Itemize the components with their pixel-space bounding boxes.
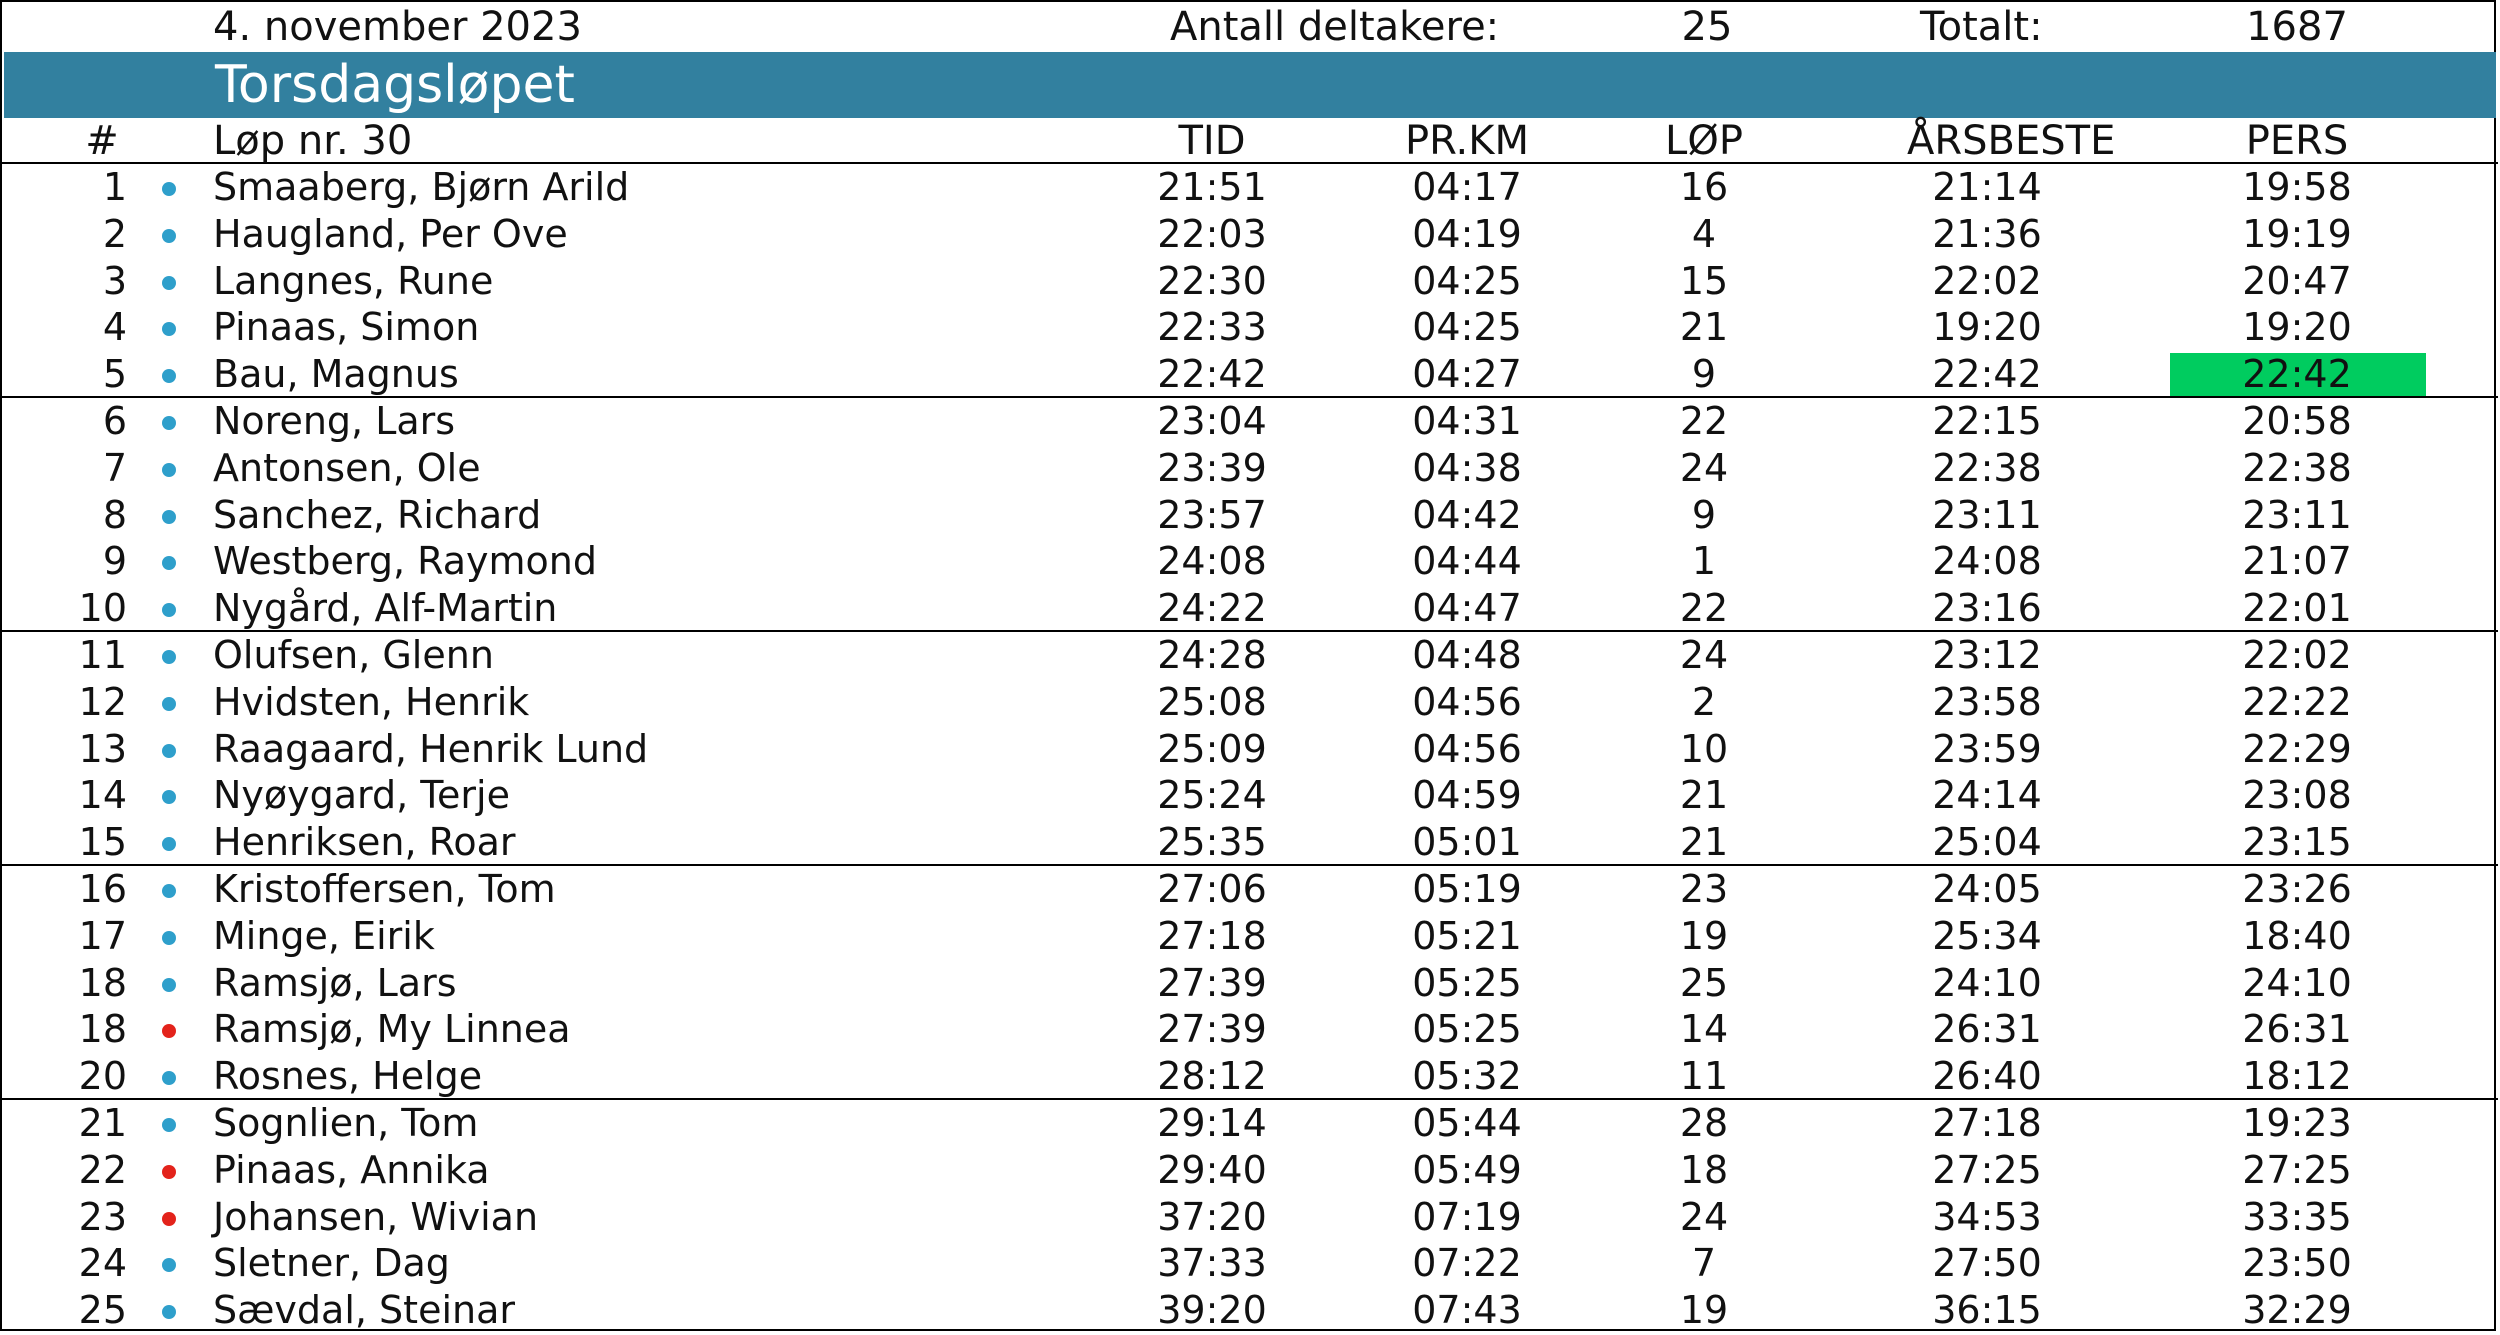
time: 27:06 xyxy=(1157,866,1267,911)
race-count: 22 xyxy=(1679,398,1729,443)
time: 22:42 xyxy=(1157,352,1267,397)
runner-name: Westberg, Raymond xyxy=(213,539,597,584)
table-row xyxy=(2,1053,2498,1100)
results-list xyxy=(2,164,2498,1334)
runner-name: Sletner, Dag xyxy=(213,1241,450,1286)
time: 27:39 xyxy=(1157,960,1267,1005)
runner-name: Ramsjø, Lars xyxy=(213,960,457,1005)
time: 37:20 xyxy=(1157,1194,1267,1239)
season-best: 19:20 xyxy=(1932,305,2042,350)
season-best: 34:53 xyxy=(1932,1194,2042,1239)
pace-per-km: 05:25 xyxy=(1412,1007,1522,1052)
personal-best: 27:25 xyxy=(2242,1147,2352,1192)
pace-per-km: 05:21 xyxy=(1412,913,1522,958)
personal-best: 22:22 xyxy=(2242,679,2352,724)
participants-label: Antall deltakere: xyxy=(1170,4,1500,50)
season-best: 23:11 xyxy=(1932,492,2042,537)
pace-per-km: 04:17 xyxy=(1412,165,1522,209)
runner-name: Noreng, Lars xyxy=(213,398,456,443)
runner-name: Ramsjø, My Linnea xyxy=(213,1007,571,1052)
place-number: 11 xyxy=(78,632,127,677)
header-num: # xyxy=(85,118,119,164)
total-value: 1687 xyxy=(2246,4,2348,50)
runner-name: Sanchez, Richard xyxy=(213,492,542,537)
personal-best: 22:01 xyxy=(2242,586,2352,631)
table-row xyxy=(2,960,2498,1007)
season-best: 36:15 xyxy=(1932,1288,2042,1333)
personal-best: 23:26 xyxy=(2242,866,2352,911)
time: 21:51 xyxy=(1157,165,1267,209)
pace-per-km: 04:44 xyxy=(1412,539,1522,584)
table-row xyxy=(2,164,2498,211)
personal-best: 22:02 xyxy=(2242,632,2352,677)
place-number: 5 xyxy=(102,352,127,397)
personal-best: 22:42 xyxy=(2242,352,2352,397)
personal-best: 20:58 xyxy=(2242,398,2352,443)
place-number: 9 xyxy=(102,539,127,584)
pace-per-km: 07:22 xyxy=(1412,1241,1522,1286)
personal-best: 20:47 xyxy=(2242,258,2352,303)
personal-best: 19:19 xyxy=(2242,211,2352,256)
table-row xyxy=(2,1240,2498,1287)
runner-name: Smaaberg, Bjørn Arild xyxy=(213,165,630,209)
race-count: 19 xyxy=(1679,1288,1729,1333)
race-count: 21 xyxy=(1679,773,1729,818)
place-number: 10 xyxy=(78,586,127,631)
personal-best: 24:10 xyxy=(2242,960,2352,1005)
table-row xyxy=(2,819,2498,866)
table-row xyxy=(2,1194,2498,1241)
place-number: 18 xyxy=(78,960,127,1005)
participants-value: 25 xyxy=(1681,4,1733,50)
race-count: 22 xyxy=(1679,586,1729,631)
place-number: 12 xyxy=(78,679,127,724)
time: 23:57 xyxy=(1157,492,1267,537)
pace-per-km: 04:31 xyxy=(1412,398,1522,443)
race-count: 2 xyxy=(1691,679,1717,724)
place-number: 17 xyxy=(78,913,127,958)
season-best: 22:02 xyxy=(1932,258,2042,303)
place-number: 1 xyxy=(102,165,127,209)
personal-best: 23:15 xyxy=(2242,820,2352,865)
runner-name: Pinaas, Annika xyxy=(213,1147,490,1192)
race-count: 1 xyxy=(1691,539,1717,584)
season-best: 24:14 xyxy=(1932,773,2042,818)
table-row xyxy=(2,351,2498,398)
season-best: 22:38 xyxy=(1932,445,2042,490)
page-title: Torsdagsløpet xyxy=(215,55,575,115)
race-count: 18 xyxy=(1679,1147,1729,1192)
place-number: 24 xyxy=(78,1241,127,1286)
time: 27:39 xyxy=(1157,1007,1267,1052)
personal-best: 23:11 xyxy=(2242,492,2352,537)
table-row xyxy=(2,1147,2498,1194)
personal-best: 23:50 xyxy=(2242,1241,2352,1286)
header-race-number: Løp nr. 30 xyxy=(213,118,413,164)
personal-best: 18:12 xyxy=(2242,1054,2352,1099)
race-count: 21 xyxy=(1679,820,1729,865)
runner-name: Haugland, Per Ove xyxy=(213,211,568,256)
header-tid: TID xyxy=(1178,118,1246,164)
table-row xyxy=(2,585,2498,632)
place-number: 6 xyxy=(102,398,127,443)
pace-per-km: 05:19 xyxy=(1412,866,1522,911)
place-number: 8 xyxy=(102,492,127,537)
personal-best: 18:40 xyxy=(2242,913,2352,958)
pace-per-km: 05:25 xyxy=(1412,960,1522,1005)
race-count: 21 xyxy=(1679,305,1729,350)
season-best: 23:12 xyxy=(1932,632,2042,677)
table-row xyxy=(2,1100,2498,1147)
time: 24:28 xyxy=(1157,632,1267,677)
pace-per-km: 04:47 xyxy=(1412,586,1522,631)
column-header-row xyxy=(2,118,2498,164)
race-count: 9 xyxy=(1691,492,1717,537)
place-number: 4 xyxy=(102,305,127,350)
pace-per-km: 04:56 xyxy=(1412,679,1522,724)
pace-per-km: 05:44 xyxy=(1412,1100,1522,1145)
runner-name: Johansen, Wivian xyxy=(213,1194,539,1239)
runner-name: Minge, Eirik xyxy=(213,913,435,958)
header-prkm: PR.KM xyxy=(1405,118,1529,164)
place-number: 16 xyxy=(78,866,127,911)
race-count: 28 xyxy=(1679,1100,1729,1145)
season-best: 23:16 xyxy=(1932,586,2042,631)
table-row xyxy=(2,632,2498,679)
time: 28:12 xyxy=(1157,1054,1267,1099)
season-best: 27:18 xyxy=(1932,1100,2042,1145)
season-best: 24:10 xyxy=(1932,960,2042,1005)
season-best: 24:08 xyxy=(1932,539,2042,584)
title-bar xyxy=(4,52,2496,118)
time: 37:33 xyxy=(1157,1241,1267,1286)
table-row xyxy=(2,258,2498,305)
runner-name: Langnes, Rune xyxy=(213,258,494,303)
runner-name: Henriksen, Roar xyxy=(213,820,516,865)
season-best: 25:04 xyxy=(1932,820,2042,865)
personal-best: 21:07 xyxy=(2242,539,2352,584)
table-row xyxy=(2,679,2498,726)
season-best: 23:59 xyxy=(1932,726,2042,771)
race-count: 4 xyxy=(1691,211,1717,256)
place-number: 2 xyxy=(102,211,127,256)
pace-per-km: 05:49 xyxy=(1412,1147,1522,1192)
pace-per-km: 07:19 xyxy=(1412,1194,1522,1239)
season-best: 24:05 xyxy=(1932,866,2042,911)
place-number: 7 xyxy=(102,445,127,490)
runner-name: Olufsen, Glenn xyxy=(213,632,494,677)
time: 39:20 xyxy=(1157,1288,1267,1333)
table-row xyxy=(2,726,2498,773)
race-date: 4. november 2023 xyxy=(213,4,582,50)
time: 25:09 xyxy=(1157,726,1267,771)
header-pers: PERS xyxy=(2245,118,2349,164)
runner-name: Sævdal, Steinar xyxy=(213,1288,515,1333)
pace-per-km: 04:25 xyxy=(1412,305,1522,350)
place-number: 23 xyxy=(78,1194,127,1239)
place-number: 15 xyxy=(78,820,127,865)
runner-name: Rosnes, Helge xyxy=(213,1054,483,1099)
pace-per-km: 04:19 xyxy=(1412,211,1522,256)
pace-per-km: 04:38 xyxy=(1412,445,1522,490)
table-row xyxy=(2,913,2498,960)
personal-best: 22:29 xyxy=(2242,726,2352,771)
time: 23:04 xyxy=(1157,398,1267,443)
season-best: 26:31 xyxy=(1932,1007,2042,1052)
pace-per-km: 05:01 xyxy=(1412,820,1522,865)
time: 24:08 xyxy=(1157,539,1267,584)
pace-per-km: 04:42 xyxy=(1412,492,1522,537)
place-number: 22 xyxy=(78,1147,127,1192)
pace-per-km: 04:48 xyxy=(1412,632,1522,677)
time: 25:24 xyxy=(1157,773,1267,818)
header-aarsbeste: ÅRSBESTE xyxy=(1907,118,2116,164)
race-count: 11 xyxy=(1679,1054,1729,1099)
pace-per-km: 05:32 xyxy=(1412,1054,1522,1099)
season-best: 21:36 xyxy=(1932,211,2042,256)
pace-per-km: 04:56 xyxy=(1412,726,1522,771)
race-count: 23 xyxy=(1679,866,1729,911)
personal-best: 33:35 xyxy=(2242,1194,2352,1239)
table-row xyxy=(2,866,2498,913)
season-best: 21:14 xyxy=(1932,165,2042,209)
personal-best: 26:31 xyxy=(2242,1007,2352,1052)
race-count: 24 xyxy=(1679,632,1729,677)
time: 23:39 xyxy=(1157,445,1267,490)
runner-name: Raagaard, Henrik Lund xyxy=(213,726,649,771)
place-number: 14 xyxy=(78,773,127,818)
season-best: 23:58 xyxy=(1932,679,2042,724)
personal-best: 22:38 xyxy=(2242,445,2352,490)
runner-name: Pinaas, Simon xyxy=(213,305,480,350)
season-best: 22:42 xyxy=(1932,352,2042,397)
table-row xyxy=(2,398,2498,445)
race-count: 19 xyxy=(1679,913,1729,958)
season-best: 26:40 xyxy=(1932,1054,2042,1099)
pace-per-km: 04:25 xyxy=(1412,258,1522,303)
personal-best: 23:08 xyxy=(2242,773,2352,818)
time: 22:03 xyxy=(1157,211,1267,256)
table-row xyxy=(2,445,2498,492)
season-best: 22:15 xyxy=(1932,398,2042,443)
pace-per-km: 07:43 xyxy=(1412,1288,1522,1333)
runner-name: Kristoffersen, Tom xyxy=(213,866,556,911)
race-count: 24 xyxy=(1679,1194,1729,1239)
season-best: 27:25 xyxy=(1932,1147,2042,1192)
race-count: 10 xyxy=(1679,726,1729,771)
personal-best: 19:20 xyxy=(2242,305,2352,350)
table-row xyxy=(2,772,2498,819)
table-row xyxy=(2,1287,2498,1334)
time: 22:33 xyxy=(1157,305,1267,350)
runner-name: Hvidsten, Henrik xyxy=(213,679,530,724)
runner-name: Nyøygard, Terje xyxy=(213,773,510,818)
time: 22:30 xyxy=(1157,258,1267,303)
time: 25:35 xyxy=(1157,820,1267,865)
time: 24:22 xyxy=(1157,586,1267,631)
place-number: 20 xyxy=(78,1054,127,1099)
race-count: 16 xyxy=(1679,165,1729,209)
place-number: 3 xyxy=(102,258,127,303)
runner-name: Nygård, Alf-Martin xyxy=(213,586,558,631)
race-count: 14 xyxy=(1679,1007,1729,1052)
table-row xyxy=(2,1006,2498,1053)
place-number: 25 xyxy=(78,1288,127,1333)
time: 25:08 xyxy=(1157,679,1267,724)
personal-best: 19:58 xyxy=(2242,165,2352,209)
table-row xyxy=(2,538,2498,585)
time: 27:18 xyxy=(1157,913,1267,958)
race-count: 9 xyxy=(1691,352,1717,397)
total-label: Totalt: xyxy=(1920,4,2043,50)
runner-name: Sognlien, Tom xyxy=(213,1100,479,1145)
place-number: 21 xyxy=(78,1100,127,1145)
season-best: 27:50 xyxy=(1932,1241,2042,1286)
race-count: 25 xyxy=(1679,960,1729,1005)
race-count: 24 xyxy=(1679,445,1729,490)
pace-per-km: 04:59 xyxy=(1412,773,1522,818)
time: 29:40 xyxy=(1157,1147,1267,1192)
race-count: 7 xyxy=(1691,1241,1717,1286)
place-number: 13 xyxy=(78,726,127,771)
pace-per-km: 04:27 xyxy=(1412,352,1522,397)
header-lop: LØP xyxy=(1665,118,1743,164)
table-row xyxy=(2,304,2498,351)
race-count: 15 xyxy=(1679,258,1729,303)
personal-best: 19:23 xyxy=(2242,1100,2352,1145)
runner-name: Bau, Magnus xyxy=(213,352,459,397)
season-best: 25:34 xyxy=(1932,913,2042,958)
time: 29:14 xyxy=(1157,1100,1267,1145)
place-number: 18 xyxy=(78,1007,127,1052)
info-row xyxy=(2,2,2498,52)
runner-name: Antonsen, Ole xyxy=(213,445,481,490)
table-row xyxy=(2,211,2498,258)
personal-best: 32:29 xyxy=(2242,1288,2352,1333)
table-row xyxy=(2,492,2498,539)
